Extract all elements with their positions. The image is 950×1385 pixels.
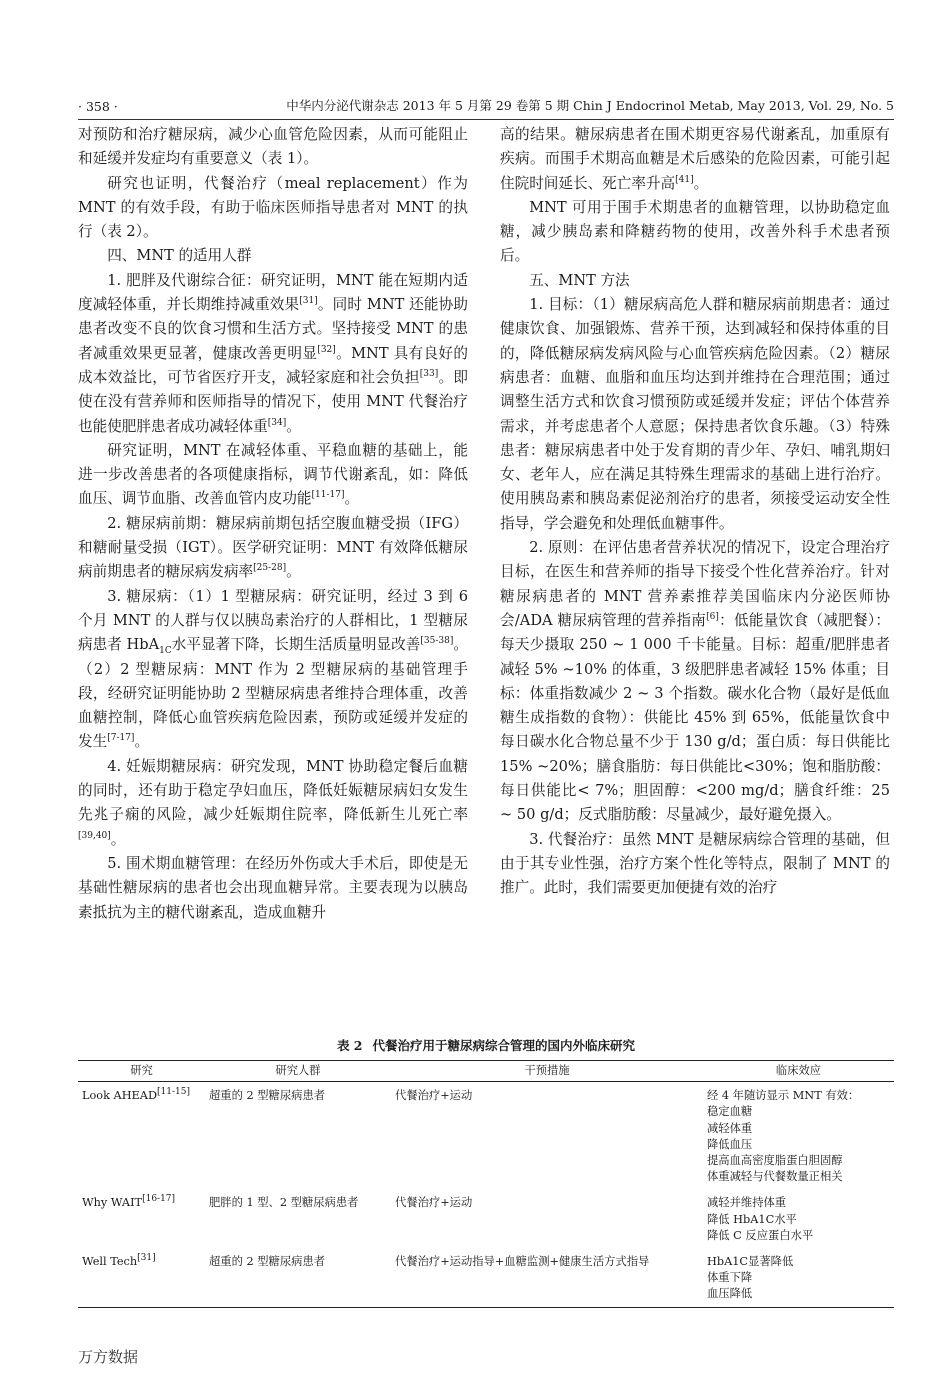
citation: [6]: [706, 612, 719, 623]
citation: [35-38]: [420, 636, 454, 647]
section-heading: 五、MNT 方法: [529, 271, 630, 289]
paragraph: 2. 原则：在评估患者营养状况的情况下，设定合理治疗目标，在医生和营养师的指导下接受个性化营养治疗。针对糖尿病患者的 MNT 营养素推荐美国临床内分泌医师协会/ADA 糖尿病管理的营养指南[6]：低能量饮食（减肥餐）：每天少摄取 250 ~ 1 000 千卡能量。目标：超重/肥胖患者减轻 5% ~10% 的体重，3 级肥胖患者减轻 15% 体重；目标：体重指数减少 2 ~ 3 个指数。碳水化合物（最好是低血糖生成指数的食物）：供能比 45% 到 65%，低能量饮食中每日碳水化合物总量不少于 130 g/d；蛋白质：每日供能比 15% ~20%；膳食脂肪：每日供能比<30%；饱和脂肪酸：每日供能比< 7%；胆固醇：<200 mg/d；膳食纤维：25 ~ 50 g/d；反式脂肪酸：尽量减少，最好避免摄入。: [500, 539, 890, 824]
population-cell: 超重的 2 型糖尿病患者: [205, 1248, 391, 1307]
effects-cell: [703, 1248, 894, 1307]
table-caption: [78, 1036, 894, 1054]
citation: [34]: [267, 417, 287, 428]
effect-item: 血压降低: [707, 1287, 753, 1301]
running-header: [78, 92, 894, 114]
watermark-footer: 万方数据: [78, 1348, 139, 1366]
effect-item: 降低 C 反应蛋白水平: [707, 1228, 814, 1242]
table-header-row: [78, 1061, 894, 1082]
table-row: [78, 1189, 894, 1248]
citation: [41]: [675, 174, 694, 185]
intervention-cell: 代餐治疗+运动: [395, 1196, 473, 1210]
paragraph: 高的结果。糖尿病患者在围术期更容易代谢紊乱，加重原有疾病。而围手术期高血糖是术后感染的危险因素，可能引起住院时间延长、死亡率升高[41]。: [500, 126, 890, 192]
paragraph: 研究也证明，代餐治疗（meal replacement）作为 MNT 的有效手段，有助于临床医师指导患者对 MNT 的执行（表 2）。: [78, 174, 468, 241]
citation: [31]: [299, 296, 318, 307]
population-cell: 肥胖的 1 型、2 型糖尿病患者: [209, 1196, 359, 1210]
effect-item: 体重减轻与代餐数量正相关: [707, 1170, 843, 1184]
effect-item: 稳定血糖: [707, 1105, 753, 1119]
effect-item: 体重下降: [707, 1271, 753, 1285]
paragraph: 1. 目标：（1）糖尿病高危人群和糖尿病前期患者：通过健康饮食、加强锻炼、营养干预，达到减轻和保持体重的目的，降低糖尿病发病风险与心血管疾病危险因素。（2）糖尿病患者：血糖、血脂和血压均达到并维持在合理范围；通过调整生活方式和饮食习惯预防或延缓并发症；评估个体营养需求，并考虑患者个人意愿；保持患者饮食乐趣。（3）特殊患者：糖尿病患者中处于发育期的青少年、孕妇、哺乳期妇女、老年人，应在满足其特殊生理需求的基础上进行治疗。使用胰岛素和胰岛素促泌剂治疗的患者，须接受运动安全性指导，学会避免和处理低血糖事件。: [500, 296, 890, 532]
effect-item: 降低 HbA1C水平: [707, 1212, 797, 1226]
study-cell: Why WAIT[16-17]: [82, 1194, 176, 1210]
citation: [25-28]: [253, 563, 287, 574]
effect-item: 降低血压: [707, 1137, 753, 1151]
citation: [16-17]: [142, 1194, 176, 1205]
journal-info: 中华内分泌代谢杂志 2013 年 5 月第 29 卷第 5 期 Chin J Endocrinol Metab, May 2013, Vol. 29, No. 5: [286, 98, 894, 113]
paragraph: 研究证明，MNT 在减轻体重、平稳血糖的基础上，能进一步改善患者的各项健康指标，调节代谢紊乱，如：降低血压、调节血脂、改善血管内皮功能[11-17]。: [78, 441, 468, 508]
intervention-cell: 代餐治疗+运动指导+血糖监测+健康生活方式指导: [391, 1248, 703, 1307]
table-label: 表 2: [336, 1038, 363, 1053]
left-column: [78, 123, 468, 925]
population-cell: 超重的 2 型糖尿病患者: [209, 1089, 326, 1103]
paragraph: 4. 妊娠期糖尿病：研究发现，MNT 协助稳定餐后血糖的同时，还有助于稳定孕妇血压，降低妊娠糖尿病妇女发生先兆子痫的风险，减少妊娠期住院率，降低新生儿死亡率[39,40]。: [78, 757, 468, 848]
effects-cell: [703, 1189, 894, 1248]
column-header: 临床效应: [703, 1061, 894, 1082]
effect-item: 减轻体重: [707, 1121, 753, 1135]
effect-item: HbA1C显著降低: [707, 1255, 794, 1269]
citation: [7-17]: [107, 733, 135, 744]
citation: [11-15]: [157, 1087, 190, 1098]
paragraph: 1. 肥胖及代谢综合征：研究证明，MNT 能在短期内适度减轻体重，并长期维持减重效果[31]。同时 MNT 还能协助患者改变不良的饮食习惯和生活方式。坚持接受 MNT 的患者减重效果更显著，健康改善更明显[32]。MNT 具有良好的成本效益比，可节省医疗开支，减轻家庭和社会负担[33]。即使在没有营养师和医师指导的情况下，使用 MNT 代餐治疗也能使肥胖患者成功减轻体重[34]。: [78, 271, 468, 435]
column-header: 研究: [78, 1061, 205, 1082]
effect-item: 减轻并维持体重: [707, 1196, 787, 1210]
table-row: [78, 1082, 894, 1190]
intervention-cell: 代餐治疗+运动: [395, 1089, 473, 1103]
paragraph: 3. 代餐治疗：虽然 MNT 是糖尿病综合管理的基础，但由于其专业性强，治疗方案个性化等特点，限制了 MNT 的推广。此时，我们需要更加便捷有效的治疗: [500, 830, 890, 897]
citation: [31]: [137, 1253, 156, 1264]
column-header: 研究人群: [205, 1061, 391, 1082]
citation: [32]: [317, 344, 336, 355]
paragraph: 对预防和治疗糖尿病，减少心血管危险因素，从而可能阻止和延缓并发症均有重要意义（表 1）。: [78, 126, 468, 168]
column-header: 干预措施: [391, 1061, 703, 1082]
citation: [39,40]: [78, 830, 111, 841]
page-number: · 358 ·: [78, 99, 118, 114]
effect-item: 经 4 年随访显示 MNT 有效：: [707, 1089, 860, 1103]
study-cell: Well Tech[31]: [78, 1248, 205, 1307]
paragraph: 3. 糖尿病：（1）1 型糖尿病：研究证明，经过 3 到 6 个月 MNT 的人群与仅以胰岛素治疗的人群相比，1 型糖尿病患者 HbA$_{1C}$水平显著下降，长期生活质量明显改善[35-38]。（2）2 型糖尿病：MNT 作为 2 型糖尿病的基础管理手段，经研究证明能协助 2 型糖尿病患者维持合理体重，改善血糖控制，降低心血管疾病危险因素，预防或延缓并发症的发生[7-17]。: [78, 587, 468, 751]
paragraph: MNT 可用于围手术期患者的血糖管理，以协助稳定血糖，减少胰岛素和降糖药物的使用，改善外科手术患者预后。: [500, 198, 890, 265]
paragraph: 2. 糖尿病前期：糖尿病前期包括空腹血糖受损（IFG）和糖耐量受损（IGT）。医学研究证明：MNT 有效降低糖尿病前期患者的糖尿病发病率[25-28]。: [78, 514, 468, 581]
table-caption-text: 代餐治疗用于糖尿病综合管理的国内外临床研究: [372, 1038, 636, 1053]
clinical-studies-table: [78, 1060, 894, 1308]
table-row: [78, 1248, 894, 1307]
citation: [11-17]: [311, 490, 345, 501]
effects-cell: [703, 1082, 894, 1190]
section-heading: 四、MNT 的适用人群: [107, 247, 252, 265]
effect-item: 提高血高密度脂蛋白胆固醇: [707, 1154, 843, 1168]
study-cell: Look AHEAD[11-15]: [82, 1087, 190, 1103]
header-rule: [78, 119, 894, 120]
citation: [33]: [419, 369, 439, 380]
paragraph: 5. 围术期血糖管理：在经历外伤或大手术后，即使是无基础性糖尿病的患者也会出现血糖异常。主要表现为以胰岛素抵抗为主的糖代谢紊乱，造成血糖升: [78, 854, 468, 921]
right-column: [500, 123, 890, 901]
